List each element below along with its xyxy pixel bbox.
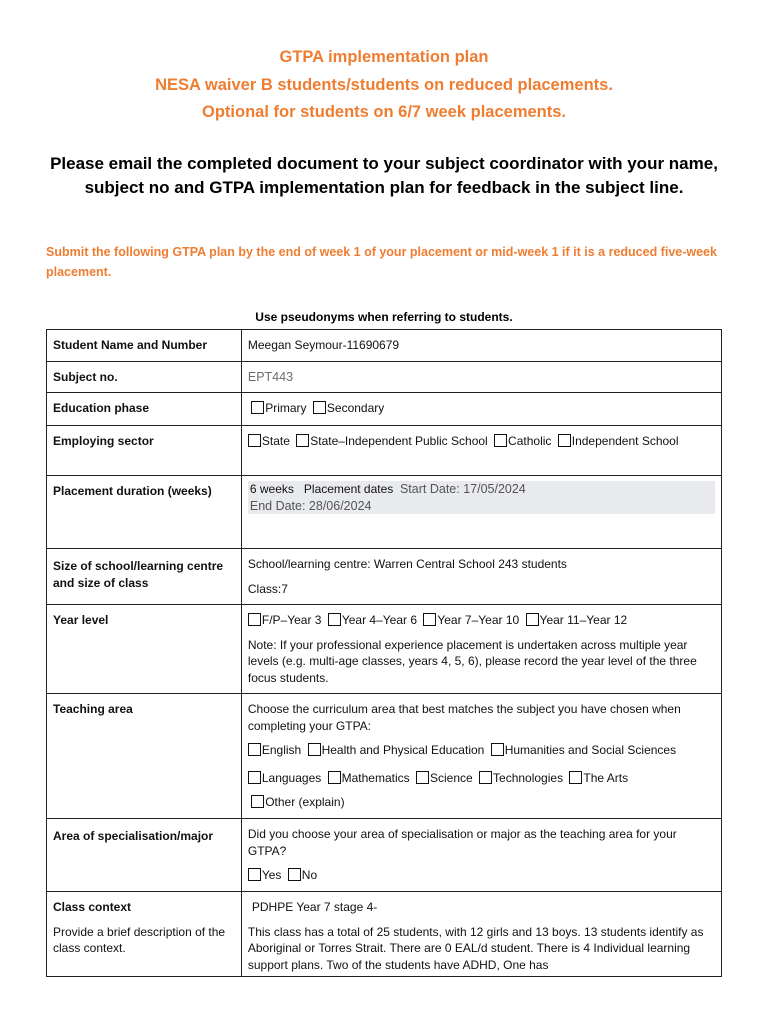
row-duration — [47, 476, 722, 549]
duration-field[interactable] — [241, 476, 721, 549]
start-date: Start Date: 17/05/2024 — [399, 482, 526, 496]
row-teaching — [47, 694, 722, 819]
context-sublabel: Provide a brief description of the class context. — [53, 924, 226, 955]
teaching-row-1 — [248, 742, 715, 759]
phase-label: Education phase — [47, 393, 242, 426]
english-option: English — [261, 743, 302, 757]
row-specialisation — [47, 819, 722, 892]
hass-option: Humanities and Social Sciences — [504, 743, 677, 757]
yes-checkbox[interactable] — [248, 868, 261, 881]
secondary-option: Secondary — [326, 401, 385, 415]
technologies-option: Technologies — [493, 770, 564, 785]
school-field[interactable] — [241, 549, 721, 605]
context-title: Class context — [53, 900, 132, 914]
year-options — [241, 605, 721, 694]
weeks-value: 6 weeks — [249, 482, 294, 496]
state-checkbox[interactable] — [248, 434, 261, 447]
mathematics-checkbox[interactable] — [328, 771, 341, 784]
the-arts-option: The Arts — [583, 770, 629, 785]
specialisation-label: Area of specialisation/major — [47, 819, 242, 892]
year-label: Year level — [47, 605, 242, 694]
context-field[interactable] — [241, 892, 721, 977]
title-line-3: Optional for students on 6/7 week placements. — [202, 103, 566, 121]
context-description: This class has a total of 25 students, with 12 girls and 13 boys. 13 students identify as Aboriginal or Torres Strait. There are 0 EAL/d student. There is 4 Individual learning support plans. Two of the students have ADHD, One has — [247, 924, 704, 972]
year7-10-option: Year 7–Year 10 — [437, 613, 520, 627]
catholic-option: Catholic — [508, 434, 552, 448]
row-sector — [47, 426, 722, 476]
student-name-field[interactable]: Meegan Seymour-11690679 — [241, 330, 721, 362]
email-instruction: Please email the completed document to your subject coordinator with your name, subject no and GTPA implementation plan for feedback in the subject line. — [50, 154, 718, 197]
english-checkbox[interactable] — [248, 743, 261, 756]
title-line-1: GTPA implementation plan — [279, 48, 489, 66]
placement-dates-highlight — [248, 481, 715, 514]
primary-option: Primary — [265, 401, 307, 415]
languages-option: Languages — [261, 770, 322, 785]
fp-year3-checkbox[interactable] — [248, 613, 261, 626]
primary-checkbox[interactable] — [251, 401, 264, 414]
school-label: Size of school/learning centre and size of class — [47, 549, 242, 605]
row-context — [47, 892, 722, 977]
subject-value: EPT443 — [247, 370, 294, 384]
technologies-checkbox[interactable] — [479, 771, 492, 784]
title-line-2: NESA waiver B students/students on reduced placements. — [155, 75, 613, 94]
row-subject — [47, 362, 722, 393]
teaching-prompt: Choose the curriculum area that best matches the subject you have chosen when completing your GTPA: — [247, 702, 681, 733]
document-title — [0, 44, 768, 127]
submit-note: Submit the following GTPA plan by the end of week 1 of your placement or mid-week 1 if it is a reduced five-week placement. — [46, 245, 717, 279]
end-date: End Date: 28/06/2024 — [249, 498, 372, 513]
year11-12-checkbox[interactable] — [526, 613, 539, 626]
gtpa-plan-table — [46, 329, 722, 977]
hass-checkbox[interactable] — [491, 743, 504, 756]
teaching-row-2 — [248, 770, 715, 787]
row-year — [47, 605, 722, 694]
fp-year3-option: F/P–Year 3 — [261, 613, 322, 627]
science-option: Science — [429, 770, 473, 785]
phase-options — [241, 393, 721, 426]
duration-label: Placement duration (weeks) — [47, 476, 242, 549]
hpe-checkbox[interactable] — [308, 743, 321, 756]
catholic-checkbox[interactable] — [494, 434, 507, 447]
pseudonym-note: Use pseudonyms when referring to students. — [255, 310, 513, 324]
year11-12-option: Year 11–Year 12 — [539, 613, 628, 627]
sector-label: Employing sector — [47, 426, 242, 476]
context-label — [47, 892, 242, 977]
context-description-wrap — [247, 924, 715, 972]
placement-dates-label: Placement dates — [303, 482, 394, 496]
yes-option: Yes — [261, 868, 282, 882]
subject-label: Subject no. — [47, 362, 242, 393]
no-checkbox[interactable] — [288, 868, 301, 881]
specialisation-question: Did you choose your area of specialisation or major as the teaching area for your GTPA? — [247, 827, 677, 858]
secondary-checkbox[interactable] — [313, 401, 326, 414]
independent-option: Independent School — [571, 434, 679, 448]
sector-options — [241, 426, 721, 476]
teaching-options — [241, 694, 721, 819]
school-centre-value: School/learning centre: Warren Central School 243 students — [247, 557, 567, 571]
hpe-option: Health and Physical Education — [321, 743, 485, 757]
other-option: Other (explain) — [265, 795, 345, 809]
independent-public-checkbox[interactable] — [296, 434, 309, 447]
year-level-note: Note: If your professional experience placement is undertaken across multiple year levels (e.g. multi-age classes, years 4, 5, 6), please record the year level of the three focus students. — [247, 637, 697, 685]
mathematics-option: Mathematics — [341, 770, 410, 785]
the-arts-checkbox[interactable] — [569, 771, 582, 784]
languages-checkbox[interactable] — [248, 771, 261, 784]
independent-checkbox[interactable] — [558, 434, 571, 447]
student-label: Student Name and Number — [47, 330, 242, 362]
context-heading: PDHPE Year 7 stage 4- — [251, 900, 378, 914]
year4-6-option: Year 4–Year 6 — [341, 613, 417, 627]
state-option: State — [261, 434, 290, 448]
science-checkbox[interactable] — [416, 771, 429, 784]
specialisation-choices — [248, 867, 715, 884]
row-school — [47, 549, 722, 605]
teaching-label: Teaching area — [47, 694, 242, 819]
subject-field[interactable] — [241, 362, 721, 393]
other-checkbox[interactable] — [251, 795, 264, 808]
year7-10-checkbox[interactable] — [423, 613, 436, 626]
year4-6-checkbox[interactable] — [328, 613, 341, 626]
teaching-row-3 — [248, 794, 715, 811]
independent-public-option: State–Independent Public School — [310, 434, 488, 448]
row-student — [47, 330, 722, 362]
no-option: No — [301, 868, 318, 882]
specialisation-options — [241, 819, 721, 892]
row-phase — [47, 393, 722, 426]
class-size-value: Class:7 — [247, 581, 288, 596]
